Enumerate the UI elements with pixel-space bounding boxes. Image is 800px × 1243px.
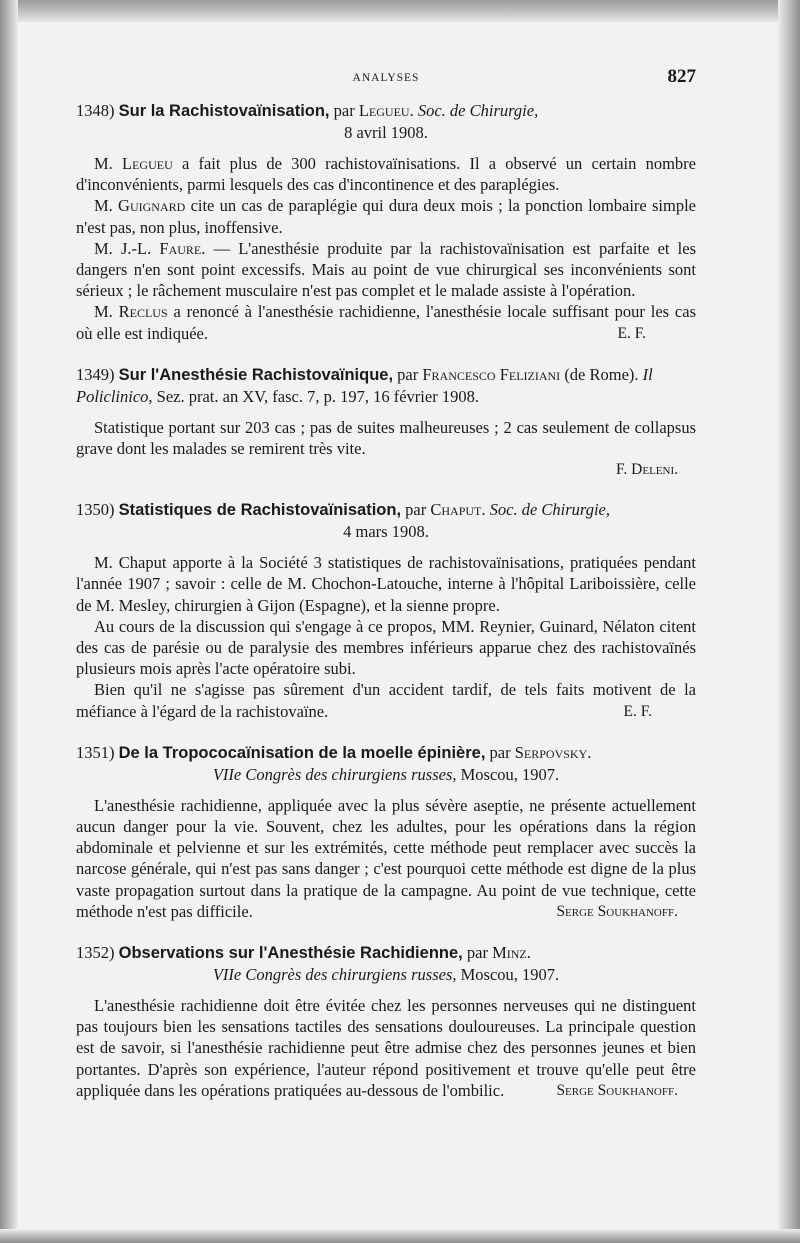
signature: Serge Soukhanoff. [556,902,678,920]
paragraph [76,995,696,1101]
entry-1348 [76,100,696,344]
entry-congress-line [76,964,696,985]
entry-title: De la Tropococaïnisation de la moelle épinière, [118,743,486,762]
scan-edge-left [0,0,18,1243]
paragraph-text: a renoncé à l'anesthésie rachidienne, l'anesthésie locale suffisant pour les cas où elle est indiquée. [76,302,696,343]
paragraph [76,795,696,922]
entry-congress: VIIe Congrès des chirurgiens russes, [212,965,457,985]
paragraph: M. Chaput apporte à la Société 3 statistiques de rachistovaïnisations, pratiquées pendant l'année 1907 ; savoir : celle de M. Chochon-Latouche, interne à l'hôpital Lariboissière, celle de M. Mesley, chirurgien à Gijon (Espagne), et la sienne propre. [76,553,696,615]
entry-journal: Il Policlinico, [76,364,653,406]
paragraph-text: L'anesthésie rachidienne, appliquée avec la plus sévère aseptie, ne présente actuellement aucun danger pour la vie. Souvent, chez les adultes, pour les opérations dans la région abdominale et pelvienne et sur les extrémités, cette méthode peut remplacer avec succès la narcose générale, qui n'est pas sans danger ; c'est pourquoi cette méthode est digne de la plus vaste propagation surtout dans la pratique de la campagne. Au point de vue technique, cette méthode n'est pas difficile. [76,795,696,921]
entry-author: Serpovsky. [514,742,592,762]
entry-source: (de Rome). [564,364,639,384]
scan-edge-bottom [0,1229,800,1243]
entry-congress: VIIe Congrès des chirurgiens russes, [212,764,457,784]
speaker: M. Legueu [94,154,173,173]
entry-1352 [76,942,696,1101]
entry-place: Moscou, 1907. [460,764,560,784]
entry-title: Observations sur l'Anesthésie Rachidienne, [118,944,463,963]
paragraph: Au cours de la discussion qui s'engage à ce propos, MM. Reynier, Guinard, Nélaton citent des cas de parésie ou de paralysie des membres inférieurs apparue chez des rachistovaïnés plusieurs mois après l'acte opératoire subi. [76,616,696,679]
paragraph-text: L'anesthésie rachidienne doit être évitée chez les personnes nerveuses qui ne distinguent pas toujours bien les sensations tactiles des sensations douloureuses. La principale question est de savoir, si l'anesthésie rachidienne peut être admise chez des personnes jeunes et bien portantes. D'après son expérience, l'auteur répond positivement et trouve qu'elle peut être appliquée dans les opérations pratiquées au-dessous de l'ombilic. [76,996,696,1100]
entry-heading [76,100,696,143]
paragraph: Statistique portant sur 203 cas ; pas de suites malheureuses ; 2 cas seulement de collapsus grave dont les malades se remirent très vite. [76,417,696,459]
paragraph-text: — L'anesthésie produite par la rachistovaïnisation est parfaite et les dangers n'en sont point excessifs. Mais au point de vue chirurgical ses inconvénients sont sérieux ; le râchement musculaire n'est pas complet et le malade assiste à l'opération. [76,238,696,301]
entry-date: 8 avril 1908. [344,123,428,142]
running-title: ANALYSES [352,72,420,84]
entry-congress-line [76,764,696,785]
entry-1349 [76,364,696,479]
paragraph-text: Bien qu'il ne s'agisse pas sûrement d'un accident tardif, de tels faits motivent de la méfiance à l'égard de la rachistovaïne. [76,680,696,721]
entry-date: 4 mars 1908. [343,522,429,542]
paragraph [76,238,696,302]
signature: Serge Soukhanoff. [556,1081,678,1099]
entry-place: Moscou, 1907. [460,965,560,985]
entry-par: par [333,101,355,120]
paragraph-text: cite un cas de paraplégie qui dura deux mois ; la ponction lombaire simple n'est pas, non plus, inoffensive. [76,196,697,237]
entry-par: par [489,742,511,762]
entry-author: Legueu. [358,101,414,120]
entry-number: 1348) [76,101,115,120]
entry-1350 [76,499,696,722]
entry-author: Chaput. [430,500,486,520]
running-head [76,68,696,92]
entry-heading [76,364,696,407]
speaker: M. Guignard [94,196,186,216]
speaker: M. Reclus [94,302,168,322]
entry-par: par [466,943,488,963]
scan-edge-top [0,0,800,22]
scan-edge-right [778,0,800,1243]
signature: E. F. [617,324,646,342]
paragraph [76,301,696,343]
entry-heading [76,499,696,542]
entry-1351 [76,742,696,922]
paragraph [76,679,696,721]
entry-author: Minz. [492,943,531,963]
entry-heading [76,942,696,985]
entry-number: 1352) [76,943,115,963]
entry-author: Francesco Feliziani [422,364,561,384]
entry-source: Soc. de Chirurgie, [489,500,610,520]
paragraph [76,153,696,195]
paragraph [76,195,696,237]
entry-number: 1349) [76,364,115,384]
entry-heading [76,742,696,785]
entry-title: Statistiques de Rachistovaïnisation, [118,501,402,520]
entry-title: Sur la Rachistovaïnisation, [118,102,330,120]
entry-title: Sur l'Anesthésie Rachistovaïnique, [118,365,394,384]
page-number: 827 [667,66,696,87]
signature: E. F. [623,702,652,720]
signature: F. Deleni. [616,461,678,479]
speaker: M. J.-L. Faure. [94,238,206,258]
paragraph-text: a fait plus de 300 rachistovaïnisations. Il a observé un certain nombre d'inconvénients, parmi lesquels des cas d'incontinence et des paraplégies. [76,154,696,195]
entry-details: Sez. prat. an XV, fasc. 7, p. 197, 16 février 1908. [156,386,479,406]
entry-source: Soc. de Chirurgie, [417,101,539,120]
entry-par: par [397,364,419,384]
entry-number: 1351) [76,742,115,762]
entry-number: 1350) [76,500,115,520]
entry-par: par [405,500,427,520]
page-content [76,100,696,1121]
